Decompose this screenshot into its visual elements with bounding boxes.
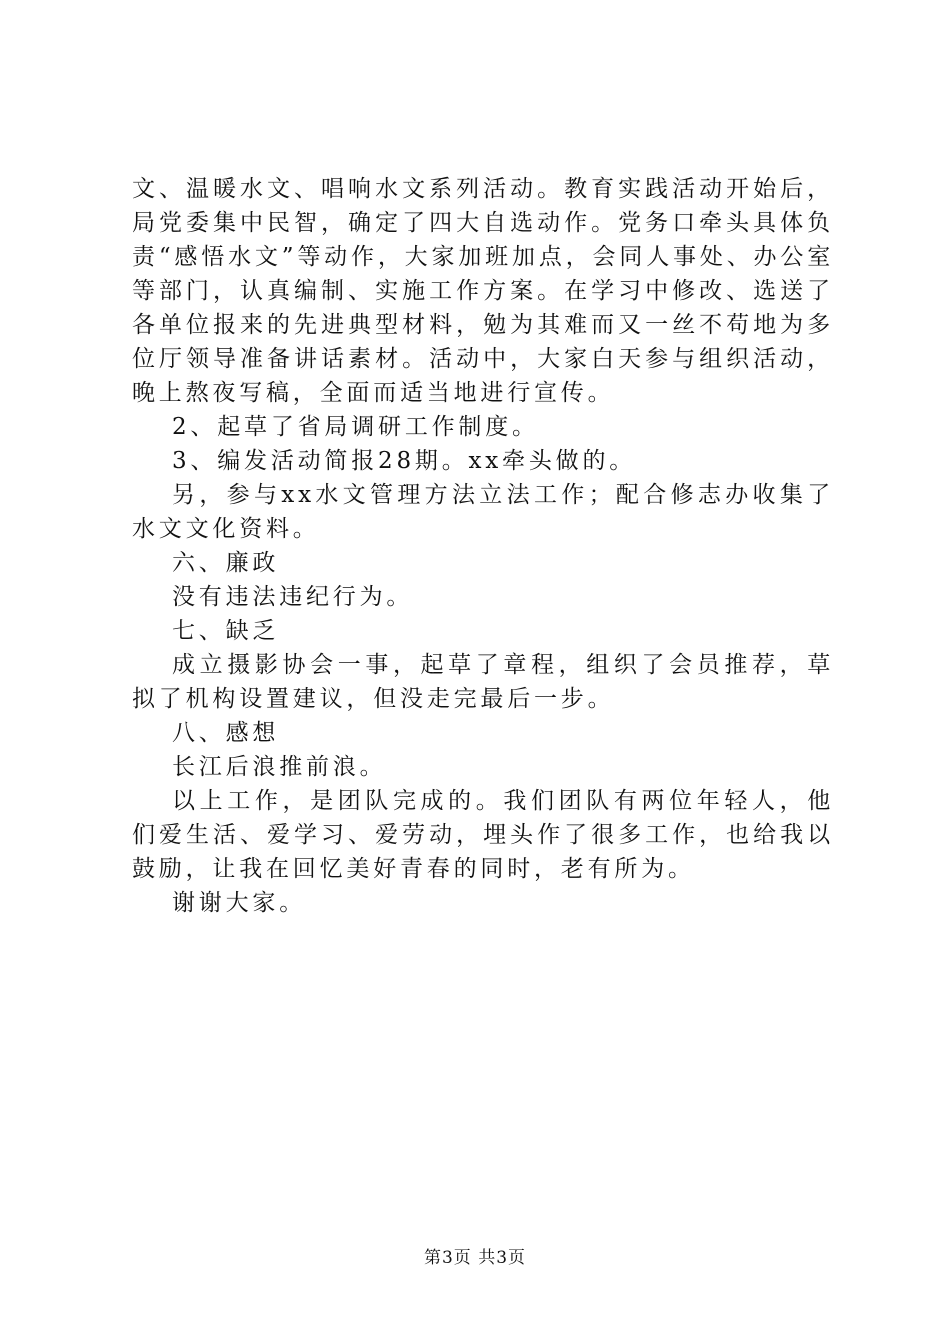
paragraph-item-2: 2、起草了省局调研工作制度。 bbox=[172, 414, 539, 440]
paragraph-thanks: 谢谢大家。 bbox=[172, 890, 306, 916]
paragraph-reflection-quote: 长江后浪推前浪。 bbox=[172, 754, 387, 780]
page-number-footer: 第3页 共3页 bbox=[423, 1248, 527, 1268]
paragraph-shortcomings: 成立摄影协会一事，起草了章程，组织了会员推荐，草拟了机构设置建议，但没走完最后一步。 bbox=[132, 652, 834, 712]
section-heading-shortcomings: 七、缺乏 bbox=[172, 618, 280, 644]
paragraph-additional: 另，参与xx水文管理方法立法工作；配合修志办收集了水文文化资料。 bbox=[132, 482, 834, 542]
paragraph-continued: 文、温暖水文、唱响水文系列活动。教育实践活动开始后，局党委集中民智，确定了四大自选动作。党务口牵头具体负责“感悟水文”等动作，大家加班加点，会同人事处、办公室等部门，认真编制、实施工作方案。在学习中修改、选送了各单位报来的先进典型材料，勉为其难而又一丝不苟地为多位厅领导准备讲话素材。活动中，大家白天参与组织活动，晚上熬夜写稿，全面而适当地进行宣传。 bbox=[132, 176, 834, 406]
section-heading-integrity: 六、廉政 bbox=[172, 550, 280, 576]
paragraph-item-3: 3、编发活动简报28期。xx牵头做的。 bbox=[172, 448, 637, 474]
paragraph-integrity: 没有违法违纪行为。 bbox=[172, 584, 414, 610]
paragraph-team: 以上工作，是团队完成的。我们团队有两位年轻人，他们爱生活、爱学习、爱劳动，埋头作了很多工作，也给我以鼓励，让我在回忆美好青春的同时，老有所为。 bbox=[132, 788, 834, 882]
document-body bbox=[132, 172, 834, 920]
section-heading-reflections: 八、感想 bbox=[172, 720, 280, 746]
